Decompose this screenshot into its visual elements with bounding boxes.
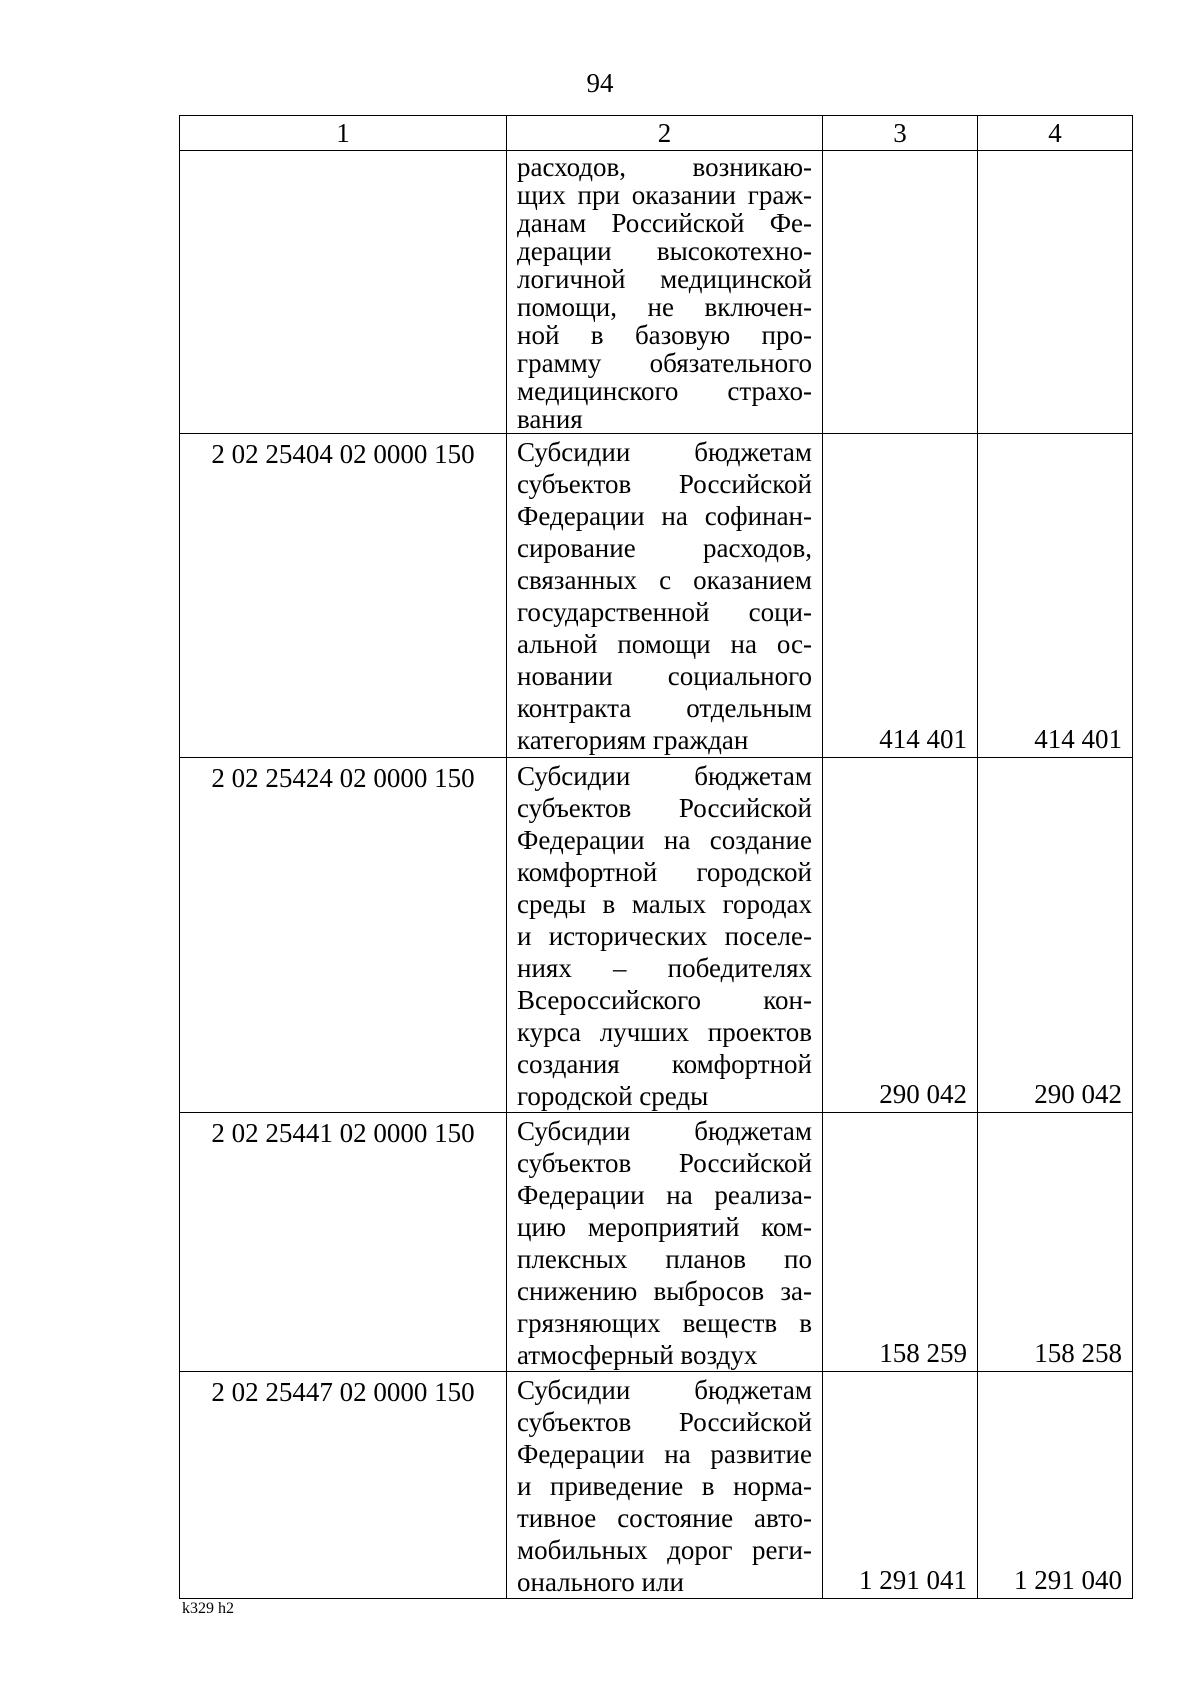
description-line: субъектов Российской (517, 469, 812, 499)
description-line: альной помощи на ос- (517, 629, 812, 659)
description-line: контракта отдельным (517, 693, 812, 723)
amount-cell-col4: 158 258 (978, 1113, 1133, 1372)
description-line: логичной медицинской (517, 264, 812, 294)
description-line: государственной соци- (517, 597, 812, 627)
budget-code-cell (180, 151, 507, 434)
amount-cell-col3 (823, 151, 978, 434)
budget-code-cell: 2 02 25404 02 0000 150 (180, 434, 507, 758)
budget-code-cell: 2 02 25447 02 0000 150 (180, 1372, 507, 1599)
description-line: субъектов Российской (517, 1407, 812, 1437)
column-header-1: 1 (180, 116, 507, 151)
description-line: щих при оказании граж- (517, 180, 812, 210)
description-line: и исторических поселе- (517, 921, 812, 951)
description-line: создания комфортной (517, 1049, 812, 1079)
description-line: цию мероприятий ком- (517, 1212, 812, 1242)
description-line: тивное состояние авто- (517, 1503, 812, 1533)
description-line: новании социального (517, 661, 812, 691)
amount-cell-col4 (978, 151, 1133, 434)
description-line: субъектов Российской (517, 1148, 812, 1178)
description-line: медицинского страхо- (517, 376, 812, 406)
description-line: Субсидии бюджетам (517, 761, 812, 791)
description-line: Всероссийского кон- (517, 985, 812, 1015)
description-line: Федерации на реализа- (517, 1180, 812, 1210)
footer-document-code: k329 h2 (182, 1600, 234, 1617)
description-line: городской среды (517, 1081, 709, 1111)
column-header-2: 2 (507, 116, 823, 151)
page-number: 94 (586, 68, 614, 98)
budget-table (179, 115, 1133, 1599)
description-line: расходов, возникаю- (517, 152, 812, 182)
description-line: субъектов Российской (517, 793, 812, 823)
amount-cell-col4: 414 401 (978, 434, 1133, 758)
description-line: снижению выбросов за- (517, 1276, 812, 1306)
description-line: Федерации на развитие (517, 1439, 812, 1469)
amount-cell-col3: 290 042 (823, 758, 978, 1113)
description-line: Субсидии бюджетам (517, 437, 812, 467)
description-line: атмосферный воздух (517, 1340, 758, 1370)
table-row (180, 151, 1133, 434)
description-line: онального или (517, 1567, 684, 1597)
description-line: помощи, не включен- (517, 292, 812, 322)
budget-code-cell: 2 02 25441 02 0000 150 (180, 1113, 507, 1372)
table-row (180, 434, 1133, 758)
description-line: и приведение в норма- (517, 1471, 812, 1501)
description-cell (507, 434, 823, 758)
description-line: плексных планов по (517, 1244, 812, 1274)
budget-code-cell: 2 02 25424 02 0000 150 (180, 758, 507, 1113)
column-header-4: 4 (978, 116, 1133, 151)
description-cell (507, 758, 823, 1113)
description-line: Субсидии бюджетам (517, 1116, 812, 1146)
table-row (180, 1372, 1133, 1599)
description-cell (507, 1372, 823, 1599)
description-cell (507, 1113, 823, 1372)
amount-cell-col4: 1 291 040 (978, 1372, 1133, 1599)
description-line: курса лучших проектов (517, 1017, 812, 1047)
table-header-row (180, 116, 1133, 151)
description-line: мобильных дорог реги- (517, 1535, 812, 1565)
description-line: сирование расходов, (517, 533, 812, 563)
description-line: комфортной городской (517, 857, 812, 887)
description-line: вания (517, 404, 583, 434)
description-cell (507, 151, 823, 434)
description-line: Субсидии бюджетам (517, 1375, 812, 1405)
description-line: Федерации на создание (517, 825, 812, 855)
amount-cell-col4: 290 042 (978, 758, 1133, 1113)
column-header-3: 3 (823, 116, 978, 151)
description-line: данам Российской Фе- (517, 208, 812, 238)
description-line: грязняющих веществ в (517, 1308, 812, 1338)
description-line: ной в базовую про- (517, 320, 812, 350)
description-line: связанных с оказанием (517, 565, 812, 595)
description-line: грамму обязательного (517, 348, 812, 378)
amount-cell-col3: 414 401 (823, 434, 978, 758)
amount-cell-col3: 158 259 (823, 1113, 978, 1372)
table-row (180, 758, 1133, 1113)
description-line: Федерации на софинан- (517, 501, 812, 531)
description-line: категориям граждан (517, 725, 749, 755)
description-line: среды в малых городах (517, 889, 812, 919)
description-line: дерации высокотехно- (517, 236, 812, 266)
amount-cell-col3: 1 291 041 (823, 1372, 978, 1599)
description-line: ниях – победителях (517, 953, 812, 983)
table-row (180, 1113, 1133, 1372)
